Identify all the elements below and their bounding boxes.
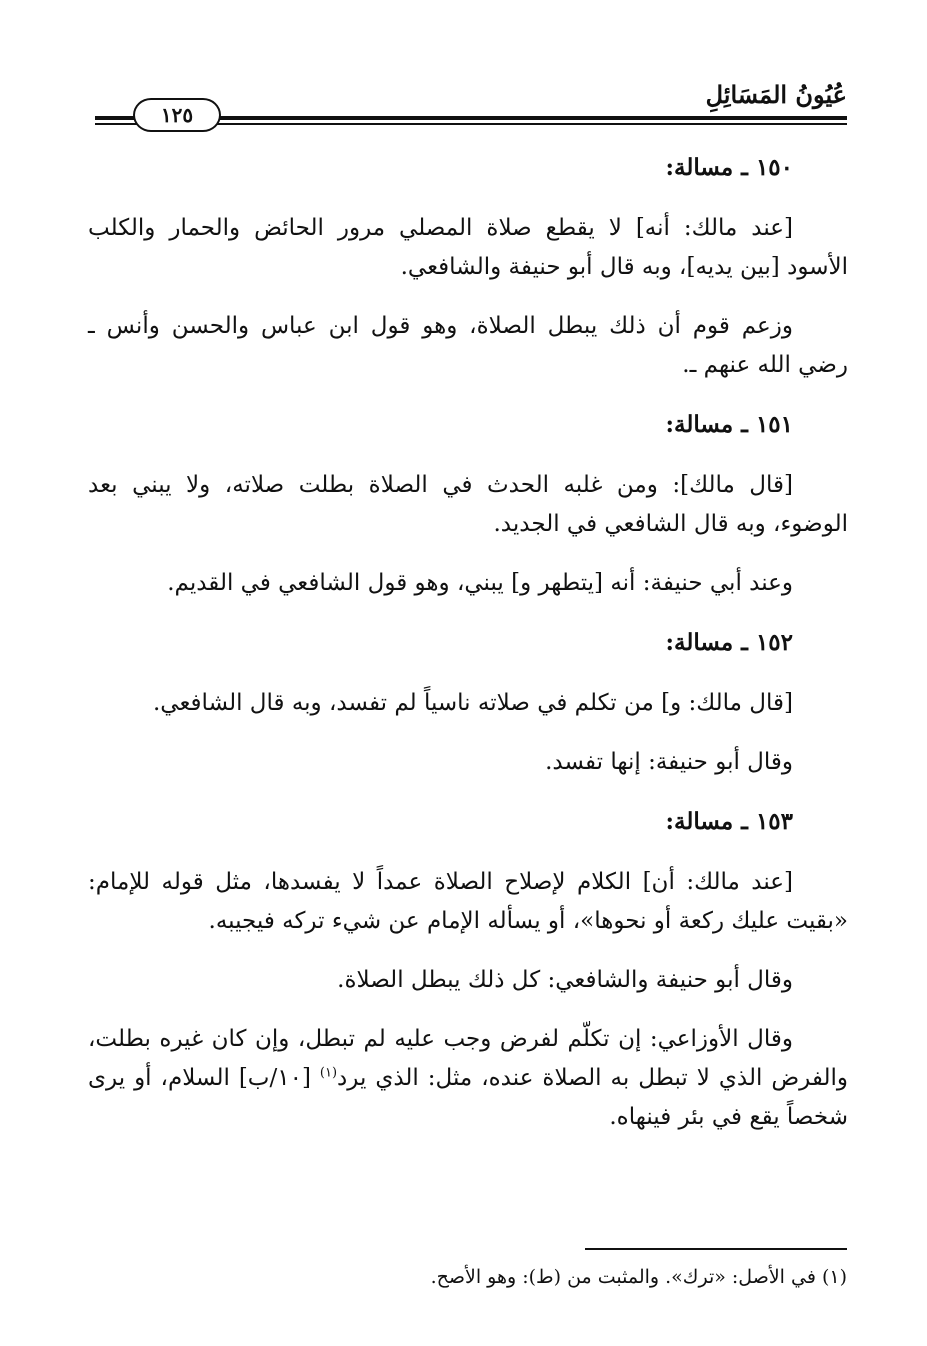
paragraph-with-footnote [88, 1020, 848, 1137]
page-number: ١٢٥ [160, 103, 194, 127]
paragraph: وزعم قوم أن ذلك يبطل الصلاة، وهو قول ابن عباس والحسن وأنس ـ رضي الله عنهم ـ. [88, 313, 848, 378]
page-header [95, 70, 847, 130]
issue-heading: ١٥٠ ـ مسالة: [665, 154, 793, 181]
paragraph: [قال مالك: و] من تكلم في صلاته ناسياً لم تفسد، وبه قال الشافعي. [152, 690, 793, 716]
paragraph: [عند مالك: أن] الكلام لإصلاح الصلاة عمداً لا يفسدها، مثل قوله للإمام: «بقيت عليك ركعة أو نحوها»، أو يسأله الإمام عن شيء تركه فيجيبه. [88, 869, 848, 934]
paragraph: وقال أبو حنيفة: إنها تفسد. [545, 749, 793, 775]
paragraph: وعند أبي حنيفة: أنه [يتطهر و] يبني، وهو قول الشافعي في القديم. [167, 570, 793, 596]
paragraph-text-after: [١٠/ب] السلام، أو يرى شخصاً يقع في بئر فينهاه. [88, 1065, 848, 1130]
paragraph: [عند مالك: أنه] لا يقطع صلاة المصلي مرور الحائض والحمار والكلب الأسود [بين يديه]، وبه قال أبو حنيفة والشافعي. [88, 215, 848, 280]
paragraph-text-before: وقال الأوزاعي: إن تكلّم لفرض وجب عليه لم تبطل، وإن كان غيره بطلت، والفرض الذي لا تبطل به الصلاة عنده، مثل: الذي يرد [88, 1026, 848, 1091]
issue-heading: ١٥٢ ـ مسالة: [665, 629, 793, 656]
issue-heading: ١٥١ ـ مسالة: [665, 411, 793, 438]
issue-heading: ١٥٣ ـ مسالة: [665, 808, 793, 835]
page-number-badge [133, 98, 221, 132]
paragraph: [قال مالك]: ومن غلبه الحدث في الصلاة بطلت صلاته، ولا يبني بعد الوضوء، وبه قال الشافعي في الجديد. [88, 472, 848, 537]
body-text [88, 148, 848, 1157]
footnote-marker: (١) [319, 1065, 338, 1081]
footnote-separator [585, 1248, 847, 1250]
paragraph: وقال أبو حنيفة والشافعي: كل ذلك يبطل الصلاة. [337, 967, 793, 993]
footnote: (١) في الأصل: «ترك». والمثبت من (ط): وهو الأصح. [430, 1266, 847, 1288]
book-title: عُيُونُ المَسَائِلِ [705, 80, 847, 109]
